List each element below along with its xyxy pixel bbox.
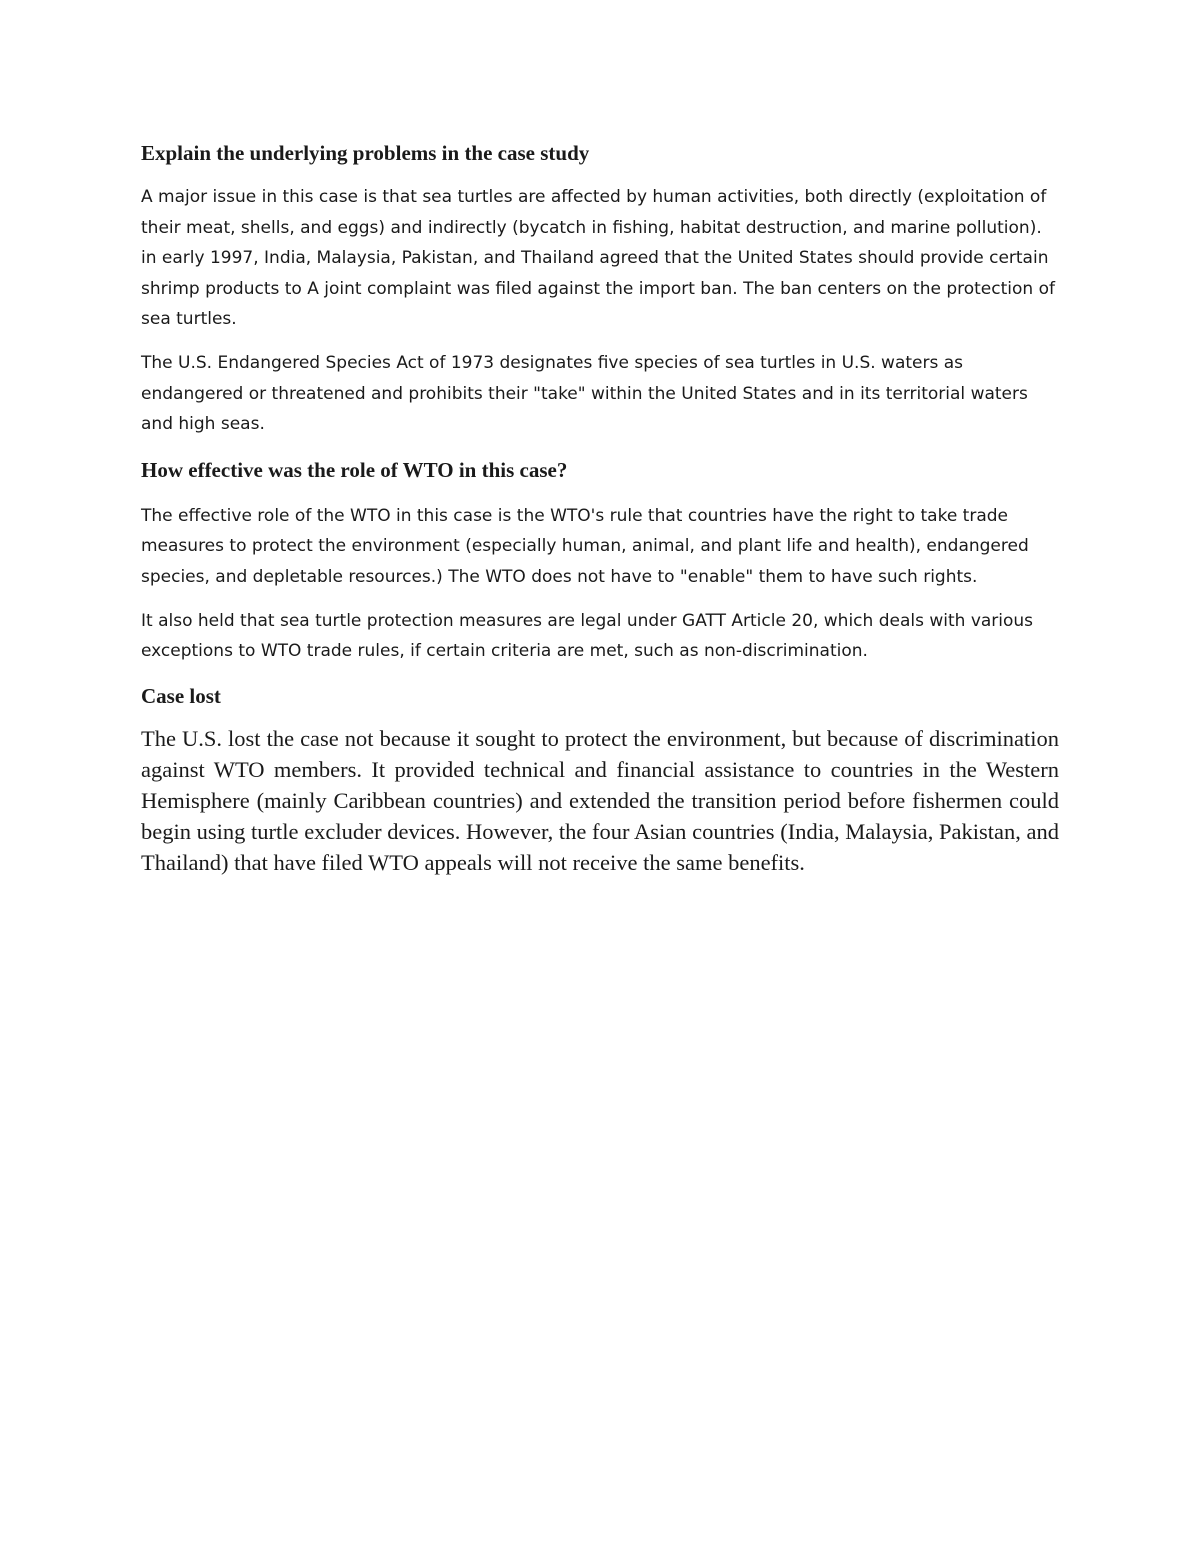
paragraph-sea-turtles-issue: A major issue in this case is that sea turtles are affected by human activities, both directly (exploitation of their meat, shells, and eggs) and indirectly (bycatch in fishing, habitat destruction, and marine pollution). in early 1997, India, Malaysia, Pakistan, and Thailand agreed that the United States should provide certain shrimp products to A joint complaint was filed against the import ban. The ban centers on the protection of sea turtles. — [141, 187, 1055, 330]
paragraph-wto-effective-role: The effective role of the WTO in this case is the WTO's rule that countries have the right to take trade measures to protect the environment (especially human, animal, and plant life and health), endangered species, and depletable resources.) The WTO does not have to "enable" them to have such rights. — [141, 505, 1029, 587]
document-body — [141, 141, 1059, 878]
section-heading-wto-role: How effective was the role of WTO in this case? — [141, 457, 568, 482]
paragraph-case-lost: The U.S. lost the case not because it sought to protect the environment, but because of discrimination against WTO members. It provided technical and financial assistance to countries in the Western Hemisphere (mainly Caribbean countries) and extended the transition period before fishermen could begin using turtle excluder devices. However, the four Asian countries (India, Malaysia, Pakistan, and Thailand) that have filed WTO appeals will not receive the same benefits. — [141, 725, 1059, 875]
section-heading-case-lost: Case lost — [141, 683, 221, 708]
paragraph-endangered-species-act: The U.S. Endangered Species Act of 1973 designates five species of sea turtles in U.S. waters as endangered or threatened and prohibits their "take" within the United States and in its territorial waters and high seas. — [141, 352, 1028, 435]
paragraph-gatt-article-20: It also held that sea turtle protection measures are legal under GATT Article 20, which deals with various exceptions to WTO trade rules, if certain criteria are met, such as non-discrimination. — [141, 610, 1034, 662]
section-heading-underlying-problems: Explain the underlying problems in the case study — [141, 141, 590, 165]
